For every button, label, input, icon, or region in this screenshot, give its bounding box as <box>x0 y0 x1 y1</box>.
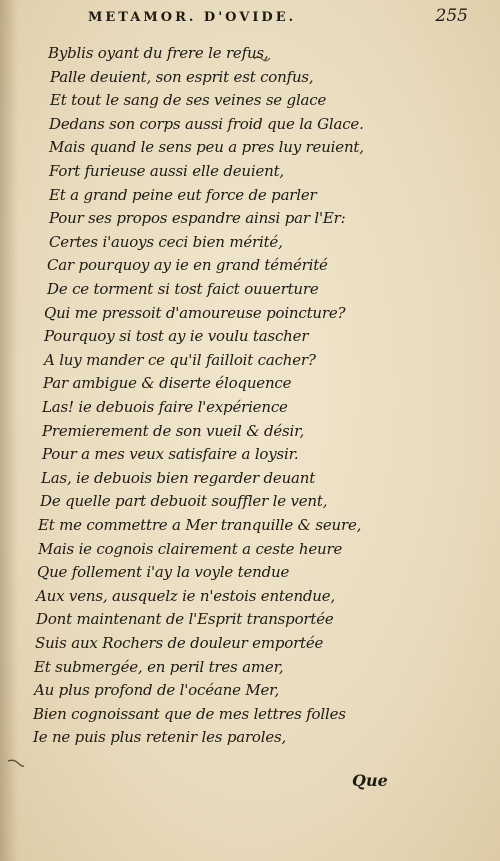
verse-line: Byblis oyant du frere le refus, <box>48 44 269 62</box>
verse-line: Aux vens, ausquelz ie n'estois entendue, <box>36 586 336 605</box>
verse-line: Fort furieuse aussi elle deuient, <box>49 162 284 180</box>
verse-line: Car pourquoy ay ie en grand témérité <box>47 256 328 275</box>
page-header <box>88 6 488 32</box>
verse-line: Et submergée, en peril tres amer, <box>34 657 284 676</box>
verse-line: Mais ie cognois clairement a ceste heure <box>38 539 343 558</box>
verse-line: De ce torment si tost faict ouuerture <box>47 280 319 298</box>
verse-line: Mais quand le sens peu a pres luy reuient, <box>49 138 364 157</box>
verse-line: Et me commettre a Mer tranquille & seure, <box>38 516 362 534</box>
verse-line: Certes i'auoys ceci bien mérité, <box>49 232 283 251</box>
verse-line: Pour ses propos espandre ainsi par l'Er: <box>49 209 346 228</box>
verse-line: Et tout le sang de ses veines se glace <box>50 91 327 110</box>
verse-line: Et a grand peine eut force de parler <box>49 185 317 204</box>
verse-line: Dedans son corps aussi froid que la Glace. <box>49 114 364 133</box>
page-number: 255 <box>435 6 468 26</box>
verse-line: Las! ie debuois faire l'expérience <box>42 398 288 416</box>
verse-line: Qui me pressoit d'amoureuse poincture? <box>44 303 346 322</box>
verse-line: De quelle part debuoit souffler le vent, <box>40 492 328 511</box>
running-head: METAMOR. D'OVIDE. <box>88 10 297 25</box>
verse-line: A luy mander ce qu'il failloit cacher? <box>44 350 316 369</box>
verse-line: Pourquoy si tost ay ie voulu tascher <box>44 327 309 346</box>
verse-line: Premierement de son vueil & désir, <box>42 421 305 440</box>
verse-line: Ie ne puis plus retenir les paroles, <box>33 728 287 747</box>
verse-line: Au plus profond de l'océane Mer, <box>34 681 280 700</box>
verse-line: Bien cognoissant que de mes lettres folles <box>33 704 346 723</box>
verse-line: Par ambigue & diserte éloquence <box>43 374 292 393</box>
verse-line: Dont maintenant de l'Esprit transportée <box>36 610 334 629</box>
verse-line: Palle deuient, son esprit est confus, <box>50 67 314 86</box>
margin-ink-mark-icon <box>6 757 26 769</box>
verse-line: Suis aux Rochers de douleur emportée <box>35 634 324 652</box>
verse-line: Pour a mes veux satisfaire a loysir. <box>42 445 299 464</box>
verse-line: Que follement i'ay la voyle tendue <box>37 563 290 582</box>
verse-line: Las, ie debuois bien regarder deuant <box>41 468 316 487</box>
catchword: Que <box>352 771 388 790</box>
